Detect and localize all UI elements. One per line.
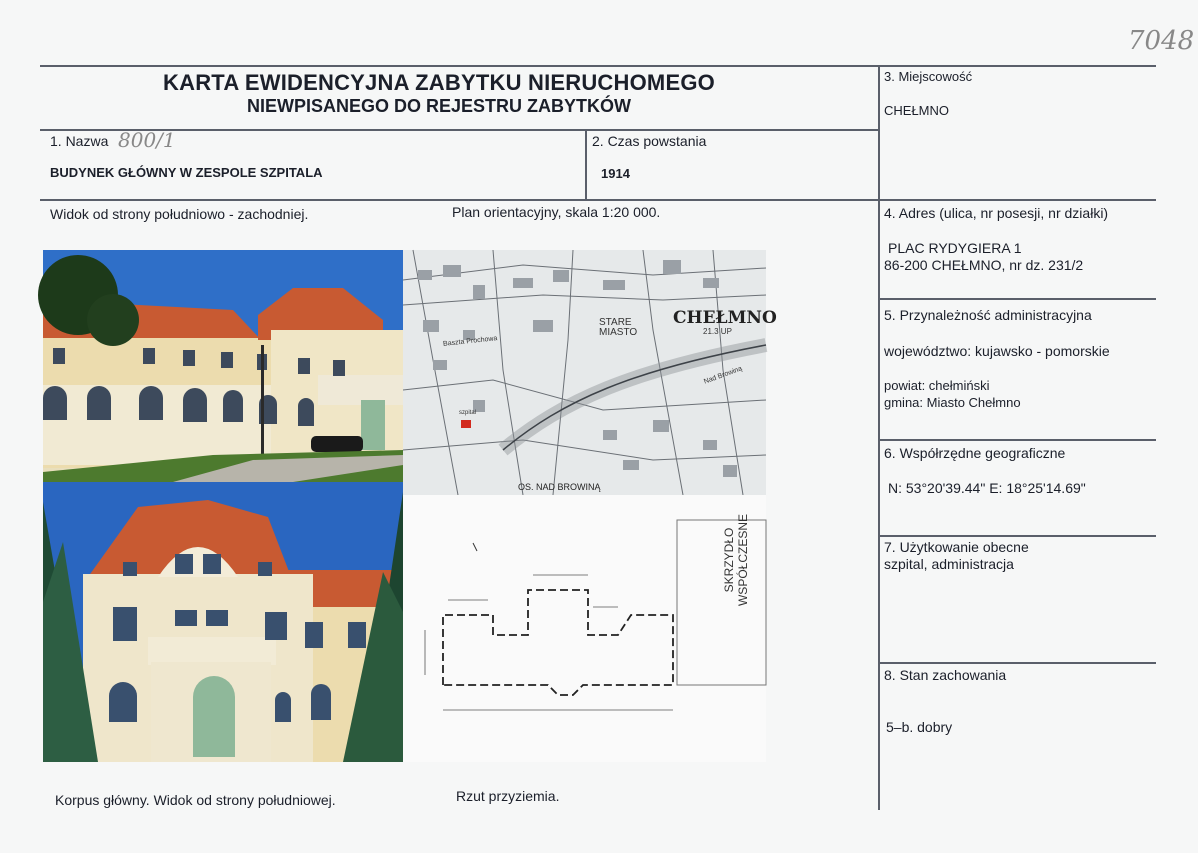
field4-label: 4. Adres (ulica, nr posesji, nr działki) xyxy=(884,205,1109,221)
field1-value: BUDYNEK GŁÓWNY W ZESPOLE SZPITALA xyxy=(50,165,323,180)
field7-value: szpital, administracja xyxy=(884,556,1014,572)
map-street-label-2: Nad Browiną xyxy=(703,365,744,386)
field5-commune: gmina: Miasto Chełmno xyxy=(884,395,1021,410)
field3-value: CHEŁMNO xyxy=(884,103,950,118)
field7-label: 7. Użytkowanie obecne xyxy=(884,539,1029,555)
field8-value: 5–b. dobry xyxy=(886,719,953,735)
field7-bottom-line xyxy=(879,662,1156,664)
archive-number: 7048 xyxy=(1128,26,1195,56)
field6-value: N: 53°20'39.44" E: 18°25'14.69" xyxy=(888,480,1086,496)
frame-top-line xyxy=(40,65,1156,67)
field5-label: 5. Przynależność administracyjna xyxy=(884,307,1092,323)
right-column-divider xyxy=(878,65,880,810)
field1-label: 1. Nazwa xyxy=(50,133,109,149)
field2-label: 2. Czas powstania xyxy=(592,133,707,149)
caption-photo-bottom: Korpus główny. Widok od strony południowej. xyxy=(55,792,336,808)
map-street-label-1: Baszta Prochowa xyxy=(442,335,498,348)
map-old-town-label: STARE MIASTO xyxy=(599,317,638,338)
map-building-label: szpital xyxy=(459,410,477,416)
field5-voivodeship: województwo: kujawsko - pomorskie xyxy=(884,343,1110,359)
title-line2: NIEWPISANEGO DO REJESTRU ZABYTKÓW xyxy=(246,96,632,116)
caption-photo-top: Widok od strony południowo - zachodniej. xyxy=(50,206,309,222)
title-line1: KARTA EWIDENCYJNA ZABYTKU NIERUCHOMEGO xyxy=(163,70,715,95)
name-divider xyxy=(585,129,587,200)
field5-county: powiat: chełmiński xyxy=(884,378,990,393)
map-elevation-label: 21.3 UP xyxy=(703,327,732,336)
field8-label: 8. Stan zachowania xyxy=(884,667,1007,683)
field2-value: 1914 xyxy=(601,166,630,181)
field4-line2: 86-200 CHEŁMNO, nr dz. 231/2 xyxy=(884,257,1084,273)
photo-southwest-view xyxy=(43,250,403,482)
field4-bottom-line xyxy=(879,298,1156,300)
field6-label: 6. Współrzędne geograficzne xyxy=(884,445,1066,461)
field3-label: 3. Miejscowość xyxy=(884,69,973,84)
caption-plan: Rzut przyziemia. xyxy=(456,788,560,804)
map-estate-label: OS. NAD BROWINĄ xyxy=(518,482,601,492)
field5-bottom-line xyxy=(879,439,1156,441)
orientation-map xyxy=(403,250,777,495)
map-town-label: CHEŁMNO xyxy=(673,308,777,328)
field1-handwritten: 800/1 xyxy=(118,128,176,152)
ground-floor-plan xyxy=(403,495,766,762)
plan-wing-label: SKRZYDŁO WSPÓŁCZESNE xyxy=(722,514,750,607)
field6-bottom-line xyxy=(879,535,1156,537)
photo-south-view xyxy=(43,482,403,762)
name-bottom-line xyxy=(40,199,1156,201)
field4-line1: PLAC RYDYGIERA 1 xyxy=(888,240,1022,256)
caption-map: Plan orientacyjny, skala 1:20 000. xyxy=(452,204,661,220)
